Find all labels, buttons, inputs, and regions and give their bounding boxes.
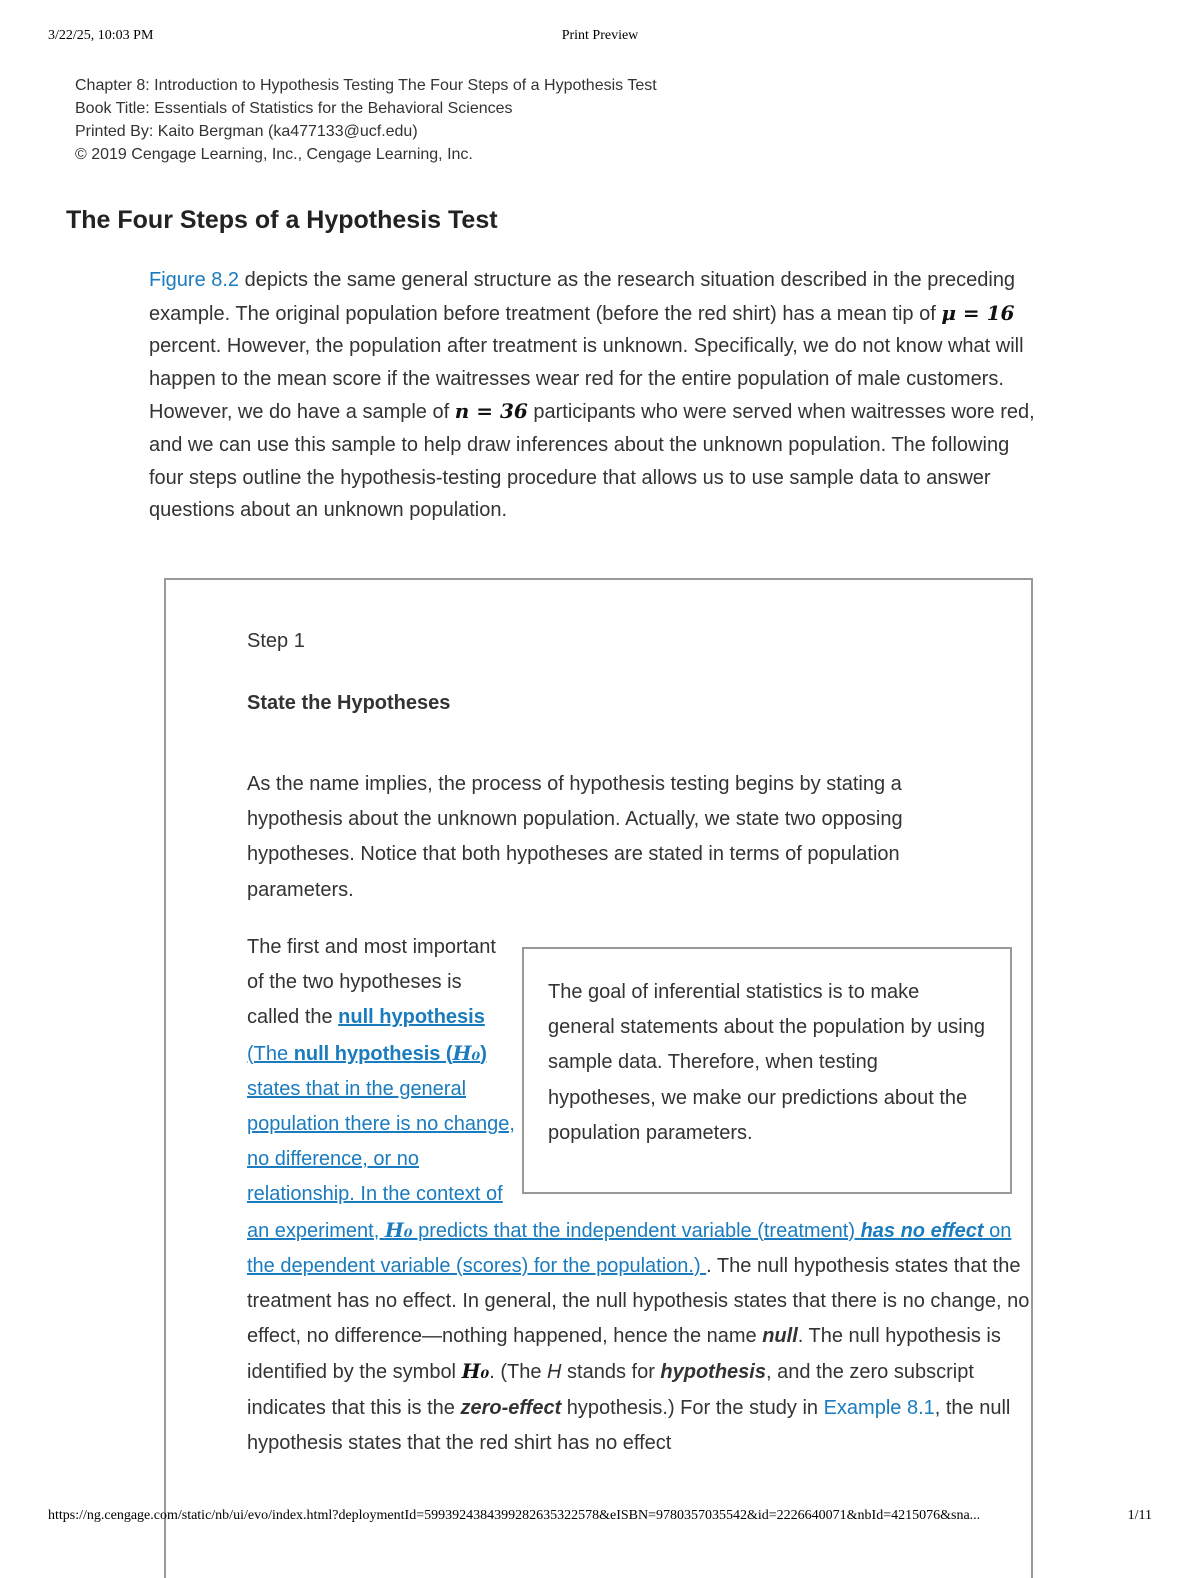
- step-label: Step 1: [247, 630, 305, 652]
- n-formula: n = 36: [454, 399, 528, 424]
- null-word: null: [762, 1325, 798, 1348]
- intro-text: depicts the same general structure as the research situation described in the preceding example. The original population before treatment (before the red shirt) has a mean tip of: [149, 269, 1016, 325]
- callout-text: The goal of inferential statistics is to make general statements about the population by using sample data. Therefore, when testing hypotheses, we make our predictions about the population parameters.: [548, 981, 985, 1144]
- definition-term: null hypothesis (: [293, 1042, 453, 1065]
- definition-emphasis: has no effect: [860, 1219, 984, 1242]
- h0-symbol: H₀: [384, 1217, 413, 1242]
- step-heading: State the Hypotheses: [247, 692, 451, 714]
- definition-term-close: ): [480, 1042, 487, 1065]
- definition-text: predicts that the independent variable (treatment): [412, 1219, 861, 1242]
- hypothesis-word: hypothesis: [660, 1361, 766, 1384]
- intro-paragraph: [149, 264, 1049, 527]
- page-number: 1/11: [1127, 1508, 1152, 1523]
- null-text: stands for: [561, 1361, 661, 1384]
- figure-link[interactable]: Figure 8.2: [149, 269, 240, 291]
- section-title: The Four Steps of a Hypothesis Test: [66, 206, 498, 234]
- h-letter: H: [547, 1361, 562, 1384]
- definition-text: on the dependent variable (scores) for the population.): [247, 1219, 1012, 1277]
- book-title-line: Book Title: Essentials of Statistics for the Behavioral Sciences: [75, 100, 513, 117]
- print-url: https://ng.cengage.com/static/nb/ui/evo/index.html?deploymentId=5993924384399282635322578&eISBN=9780357035542&id=2226640071&nbId=4215076&sna...: [48, 1508, 981, 1523]
- definition-text: states that in the general population there is no change, no difference, or no relationship. In the context of an experiment,: [247, 1077, 515, 1242]
- copyright-line: © 2019 Cengage Learning, Inc., Cengage Learning, Inc.: [75, 146, 473, 163]
- print-date: 3/22/25, 10:03 PM: [48, 28, 154, 43]
- zero-effect-word: zero-effect: [460, 1396, 562, 1419]
- citation-block: [75, 74, 657, 166]
- null-hypothesis-paragraph: [247, 930, 1037, 1461]
- intro-text: percent. However, the population after treatment is unknown. Specifically, we do not know what will happen to the mean score if the waitresses wear red for the entire population of male customers. However, we do have a sample of: [149, 335, 1024, 424]
- null-text: hypothesis.) For the study in: [561, 1396, 824, 1419]
- null-hypothesis-term: null hypothesis: [338, 1006, 485, 1029]
- null-text: . (The: [489, 1361, 548, 1384]
- null-text: . The null hypothesis states that the treatment has no effect. In general, the null hypothesis states that there is no change, no effect, no difference—nothing happened, hence the name: [247, 1254, 1030, 1348]
- example-link[interactable]: Example 8.1: [823, 1396, 935, 1419]
- intro-text: participants who were served when waitresses wore red, and we can use this sample to help draw inferences about the unknown population. The following four steps outline the hypothesis-testing procedure that allows us to use sample data to answer questions about an unknown population.: [149, 401, 1035, 522]
- print-title: Print Preview: [561, 28, 639, 43]
- h0-symbol: H₀: [452, 1040, 481, 1065]
- null-text: , the null hypothesis states that the red shirt has no effect: [247, 1396, 1011, 1454]
- step-paragraph: As the name implies, the process of hypothesis testing begins by stating a hypothesis about the unknown population. Actually, we state two opposing hypotheses. Notice that both hypotheses are stated in terms of population parameters.: [247, 773, 903, 901]
- chapter-line: Chapter 8: Introduction to Hypothesis Testing The Four Steps of a Hypothesis Test: [75, 77, 657, 94]
- mu-formula: μ = 16: [941, 300, 1015, 325]
- h0-symbol: H₀: [461, 1359, 490, 1384]
- definition-text: (The: [247, 1042, 294, 1065]
- null-text: The first and most important of the two hypotheses is called the: [247, 936, 496, 1029]
- null-text: . The null hypothesis is identified by the symbol: [247, 1325, 1001, 1384]
- null-text: , and the zero subscript indicates that this is the: [247, 1361, 974, 1419]
- printed-by-line: Printed By: Kaito Bergman (ka477133@ucf.edu): [75, 123, 418, 140]
